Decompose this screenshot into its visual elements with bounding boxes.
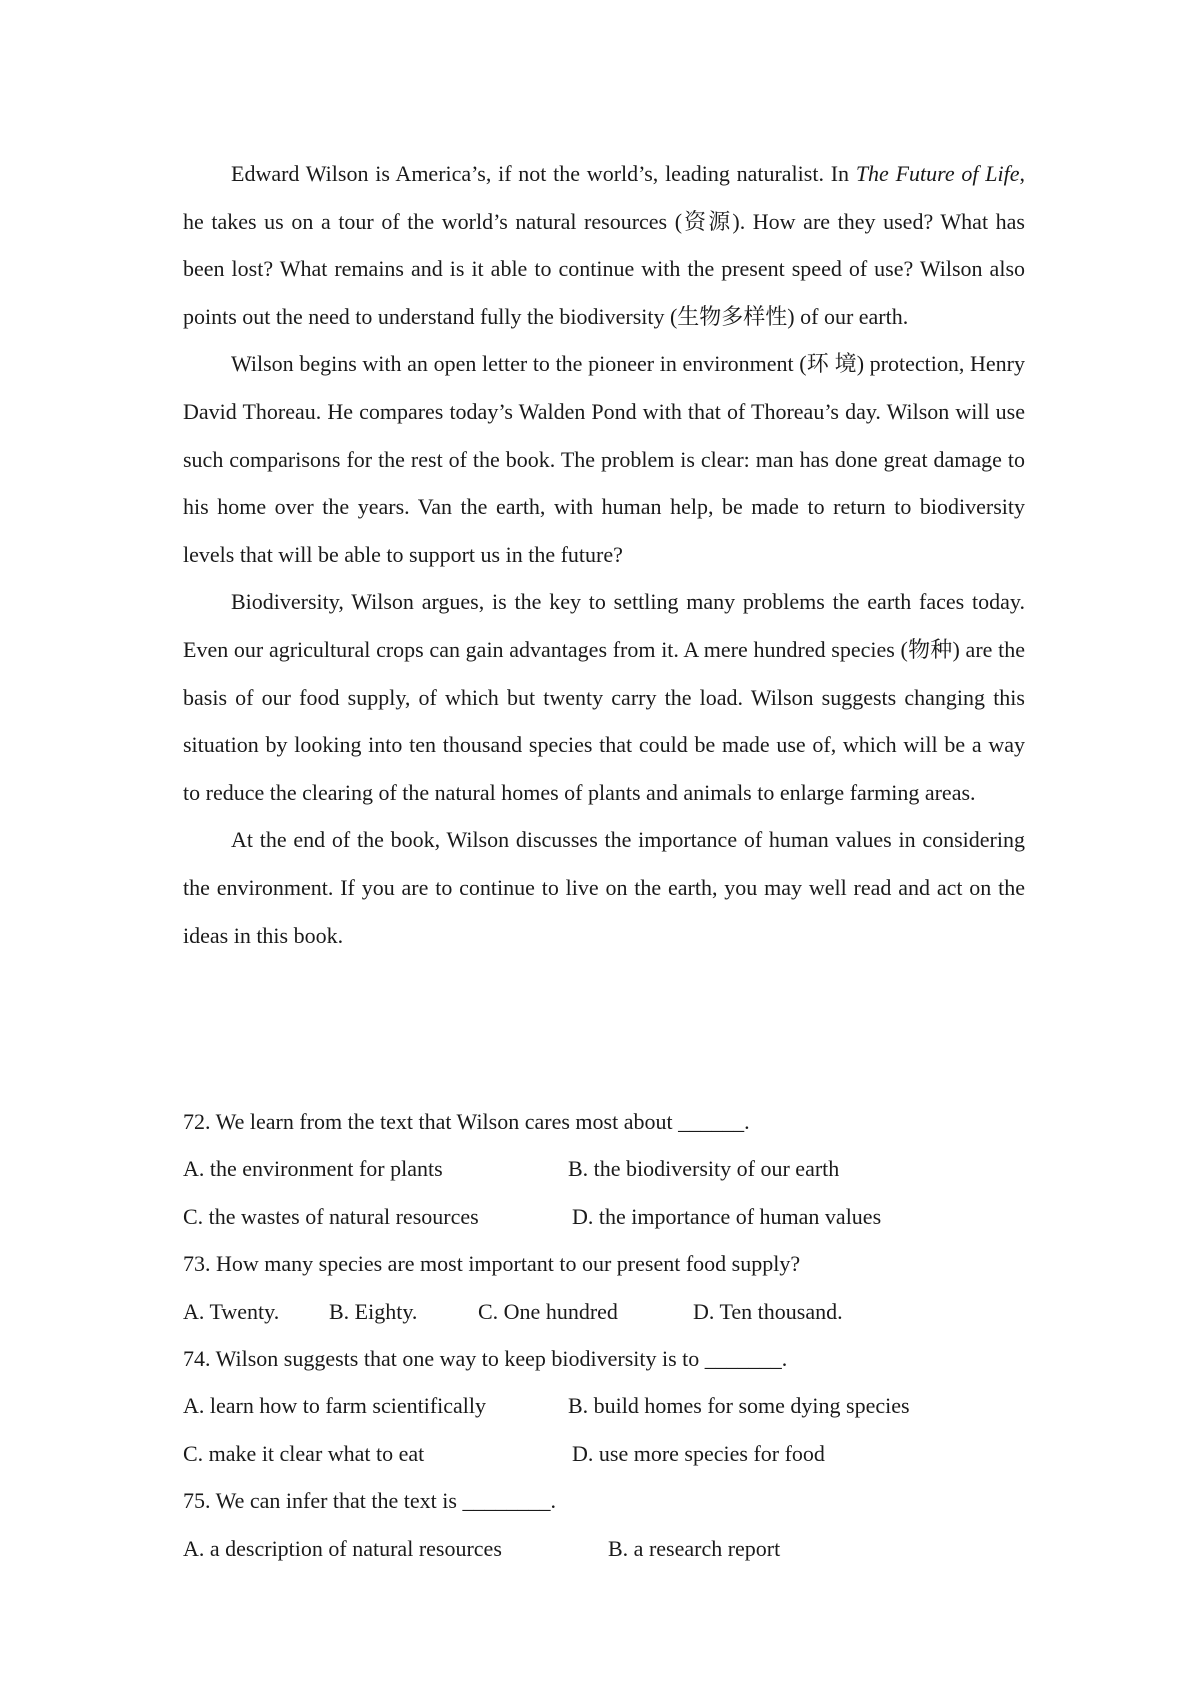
question-72-option-a: A. the environment for plants: [183, 1156, 443, 1182]
question-75-option-b: B. a research report: [608, 1535, 781, 1561]
passage-paragraph-1: [183, 150, 1025, 340]
question-73-stem: 73. How many species are most important to our present food supply?: [183, 1251, 801, 1277]
question-72-options-row-1: [183, 1145, 1025, 1192]
question-73-option-a: A. Twenty.: [183, 1298, 280, 1324]
question-74-stem: 74. Wilson suggests that one way to keep biodiversity is to _______.: [183, 1345, 788, 1371]
question-75-options-row-1: [183, 1525, 1025, 1572]
passage-paragraph-4: At the end of the book, Wilson discusses the importance of human values in considering the environment. If you are to continue to live on the earth, you may well read and act on the ideas in this book.: [183, 827, 1025, 948]
question-73-option-c: C. One hundred: [478, 1298, 618, 1324]
question-72-stem: 72. We learn from the text that Wilson cares most about ______.: [183, 1109, 750, 1134]
question-72-options-row-2: [183, 1193, 1025, 1240]
question-74-option-a: A. learn how to farm scientifically: [183, 1393, 487, 1419]
book-title: The Future of Life: [855, 161, 1020, 186]
question-section: [183, 1098, 1025, 1572]
reading-passage: [183, 150, 1025, 959]
question-72-option-d: D. the importance of human values: [572, 1203, 882, 1229]
question-74-option-d: D. use more species for food: [572, 1440, 825, 1466]
passage-paragraph-1-text-b: , he takes us on a tour of the world’s natural resources (资源). How are they used? What has been lost? What remains and is it able to continue with the present speed of use? Wilson also points out the need to understand fully the biodiversity (生物多样性) of our earth.: [183, 161, 1025, 329]
question-74-options-row-1: [183, 1382, 1025, 1429]
question-72-option-b: B. the biodiversity of our earth: [568, 1156, 840, 1182]
question-72-option-c: C. the wastes of natural resources: [183, 1203, 479, 1229]
question-74-option-c: C. make it clear what to eat: [183, 1440, 425, 1466]
question-73-option-d: D. Ten thousand.: [693, 1298, 843, 1324]
passage-paragraph-1-text-a: Edward Wilson is America’s, if not the world’s, leading naturalist. In: [231, 161, 856, 186]
question-75-stem: 75. We can infer that the text is ________.: [183, 1488, 556, 1514]
passage-paragraph-2: Wilson begins with an open letter to the pioneer in environment (环 境) protection, Henry David Thoreau. He compares today’s Walden Pond with that of Thoreau’s day. Wilson will use such comparisons for the rest of the book. The problem is clear: man has done great damage to his home over the years. Van the earth, with human help, be made to return to biodiversity levels that will be able to support us in the future?: [183, 351, 1025, 567]
question-74-option-b: B. build homes for some dying species: [568, 1393, 910, 1419]
question-73-option-b: B. Eighty.: [329, 1298, 418, 1324]
question-74-options-row-2: [183, 1430, 1025, 1477]
passage-paragraph-3: Biodiversity, Wilson argues, is the key to settling many problems the earth faces today. Even our agricultural crops can gain advantages from it. A mere hundred species (物种) are the basis of our food supply, of which but twenty carry the load. Wilson suggests changing this situation by looking into ten thousand species that could be made use of, which will be a way to reduce the clearing of the natural homes of plants and animals to enlarge farming areas.: [183, 589, 1025, 805]
question-73-options-row: [183, 1288, 1025, 1335]
question-75-option-a: A. a description of natural resources: [183, 1535, 502, 1561]
